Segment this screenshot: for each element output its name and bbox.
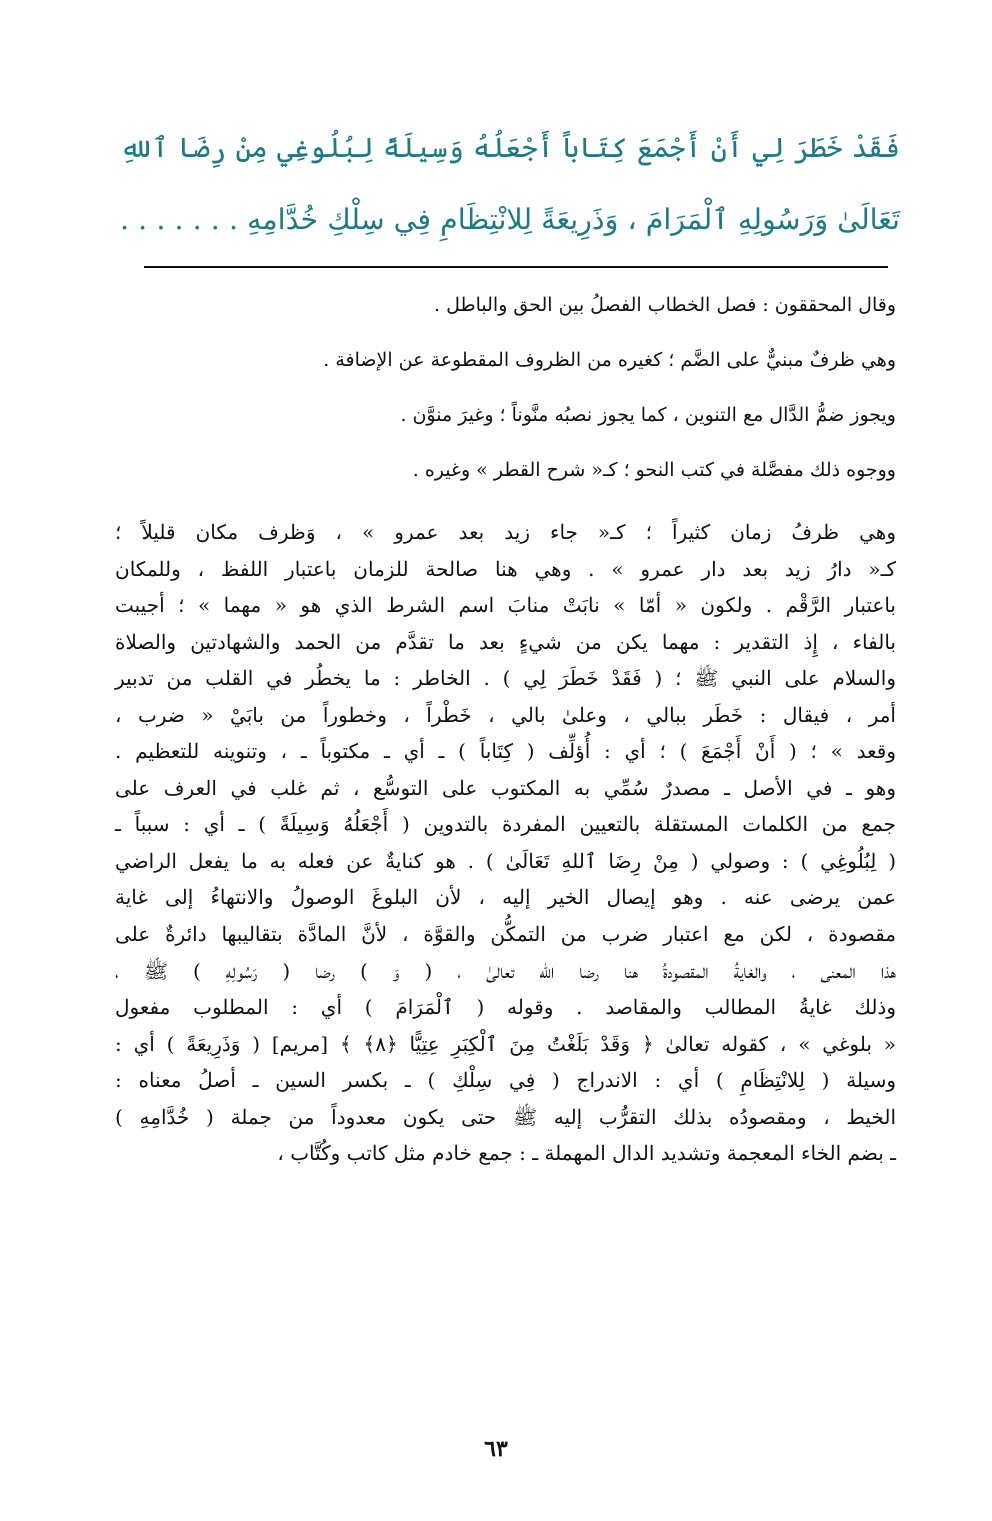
commentary-line: أمر ، فيقال : خَطَر ببالي ، وعلىٰ بالي ، خَطْراً ، وخطوراً من بابَيْ « ضرب ، <box>115 702 896 727</box>
footnote: وقال المحققون : فصل الخطاب الفصلُ بين الحق والباطل . <box>434 294 896 316</box>
commentary-line: كـ« دارُ زيد بعد دار عمرو » . وهي هنا صالحة للزمان باعتبار اللفظ ، وللمكان <box>115 556 896 581</box>
separator-rule <box>144 266 888 268</box>
commentary-line: ـ بضم الخاء المعجمة وتشديد الدال المهملة ـ : جمع خادم مثل كاتب وكُتَّاب ، <box>277 1141 896 1166</box>
footnote: ووجوه ذلك مفصَّلة في كتب النحو ؛ كـ« شرح القطر » وغيره . <box>412 459 896 481</box>
commentary-line: « بلوغي » ، كقوله تعالىٰ ﴿ وَقَدْ بَلَغْتُ مِنَ ٱلْكِبَرِ عِتِيًّا ﴿٨﴾ ﴾ [مريم] ( وَذَرِيعَةً ) أي : <box>115 1031 896 1056</box>
footnote: ويجوز ضمُّ الدَّال مع التنوين ، كما يجوز نصبُه منَّوناً ؛ وغيرَ منوَّن . <box>400 404 896 426</box>
matn-line: فَقَدْ خَطَرَ لِي أَنْ أَجْمَعَ كِتَاباً أَجْعَلُهُ وَسِيلَةً لِبُلُوغِي مِنْ رِضَا ٱللهِ <box>120 132 900 164</box>
footnotes <box>176 288 896 508</box>
commentary-line: والسلام على النبي ﷺ ؛ ( فَقَدْ خَطَرَ لِي ) . الخاطر : ما يخطُر في القلب من تدبير <box>115 666 896 691</box>
commentary-line: ( لِبُلُوغِي ) : وصولي ( مِنْ رِضَا ٱللهِ تَعَالَىٰ ) . هو كنايةٌ عن فعله به ما يفعل الراضي <box>115 848 896 873</box>
matn-text <box>120 112 900 256</box>
commentary-line: وهو ـ في الأصل ـ مصدرٌ سُمِّي به المكتوب على التوسُّع ، ثم غلب في العرف على <box>115 775 896 800</box>
footnote: وهي ظرفٌ مبنيٌّ على الضَّم ؛ كغيره من الظروف المقطوعة عن الإضافة . <box>323 349 896 371</box>
commentary-line: مقصودة ، لكن مع اعتبار ضرب من التمكُّن والقوَّة ، لأنَّ المادَّة بتقاليبها دائرةٌ على <box>115 922 896 947</box>
commentary-line: باعتبار الرَّقْم . ولكون « أمّا » نابَتْ منابَ اسم الشرط الذي هو « مهما » ؛ أجيبت <box>115 593 896 618</box>
commentary-line: الخيط ، ومقصودُه بذلك التقرُّب إليه ﷺ حتى يكون معدوداً من جملة ( خُدَّامِهِ ) <box>115 1104 896 1129</box>
commentary-line: وهي ظرفُ زمان كثيراً ؛ كـ« جاء زيد بعد عمرو » ، وَظرف مكان قليلاً ؛ <box>115 520 896 544</box>
matn-line: تَعَالَىٰ وَرَسُولِهِ ٱلْمَرَامَ ، وَذَرِيعَةً لِلانْتِظَامِ فِي سِلْكِ خُدَّامِهِ . . . . . . . <box>120 203 900 236</box>
commentary-line: وسيلة ( لِلانْتِظَامِ ) أي : الاندراج ( فِي سِلْكِ ) ـ بكسر السين ـ أصلُ معناه : <box>115 1068 896 1093</box>
commentary-text <box>115 514 896 1172</box>
commentary-line: وذلك غايةُ المطالب والمقاصد . وقوله ( ٱلْمَرَامَ ) أي : المطلوب مفعول <box>115 995 896 1020</box>
commentary-line: جمع من الكلمات المستقلة بالتعيين المفردة بالتدوين ( أَجْعَلُهُ وَسِيلَةً ) ـ أي : سبباً ـ <box>115 812 896 837</box>
commentary-line: وقعد » ؛ ( أَنْ أَجْمَعَ ) ؛ أي : أُؤلِّف ( كِتَاباً ) ـ أي ـ مكتوباً ـ ، وتنوينه للتعظيم . <box>115 739 896 764</box>
page-number: ٦٣ <box>484 1436 508 1462</box>
commentary-line: بالفاء ، إِذ التقدير : مهما يكن من شيءٍ بعد ما تقدَّم من الحمد والشهادتين والصلاة <box>115 629 896 654</box>
commentary-line: هذا المعنى ، والغايةُ المقصودةُ هنا رضا الله تعالىٰ ، ( وَ ) رضا ( رَسُولِهِ ) ﷺ ، <box>115 958 896 983</box>
commentary-line: عمن يرضى عنه . وهو إيصال الخير إليه ، لأن البلوغَ الوصولُ والانتهاءُ إلى غاية <box>115 885 896 910</box>
